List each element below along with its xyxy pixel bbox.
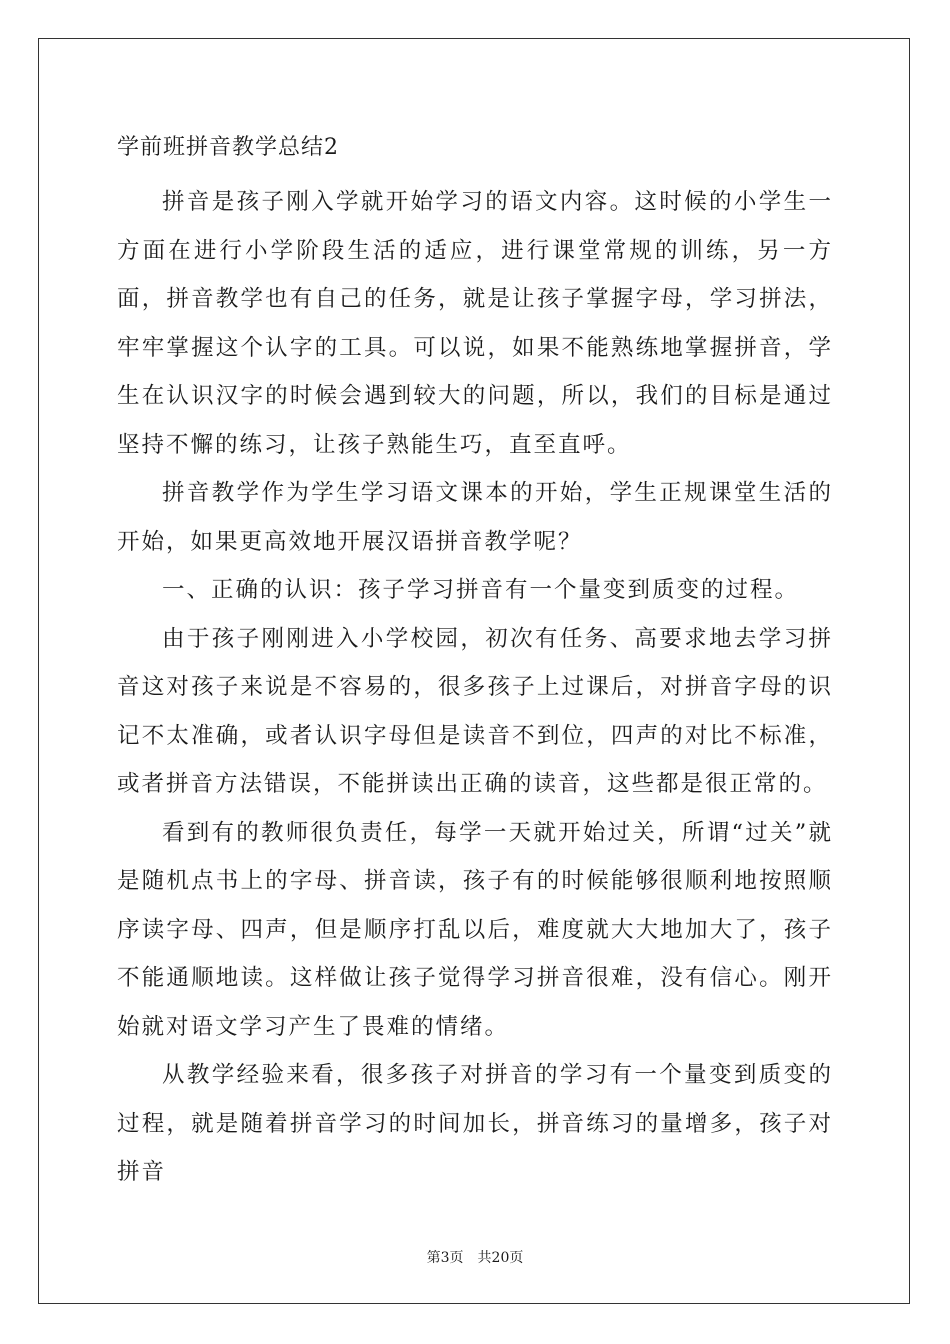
paragraph-5: 看到有的教师很负责任，每学一天就开始过关，所谓“过关”就是随机点书上的字母、拼音读，孩子有的时候能够很顺利地按照顺序读字母、四声，但是顺序打乱以后，难度就大大地加大了，孩子不能通顺地读。这样做让孩子觉得学习拼音很难，没有信心。刚开始就对语文学习产生了畏难的情绪。 bbox=[117, 819, 833, 1040]
page-total: 共20页 bbox=[477, 1250, 524, 1266]
paragraph-4: 由于孩子刚刚进入小学校园，初次有任务、高要求地去学习拼音这对孩子来说是不容易的，很多孩子上过课后，对拼音字母的识记不太准确，或者认识字母但是读音不到位，四声的对比不标准，或者拼音方法错误，不能拼读出正确的读音，这些都是很正常的。 bbox=[117, 625, 833, 797]
paragraph-3: 一、正确的认识：孩子学习拼音有一个量变到质变的过程。 bbox=[162, 577, 800, 603]
paragraph-1: 拼音是孩子刚入学就开始学习的语文内容。这时候的小学生一方面在进行小学阶段生活的适应，进行课堂常规的训练，另一方面，拼音教学也有自己的任务，就是让孩子掌握字母，学习拼法，牢牢掌握这个认字的工具。可以说，如果不能熟练地掌握拼音，学生在认识汉字的时候会遇到较大的问题，所以，我们的目标是通过坚持不懈的练习，让孩子熟能生巧，直至直呼。 bbox=[117, 189, 833, 458]
paragraph-6: 从教学经验来看，很多孩子对拼音的学习有一个量变到质变的过程，就是随着拼音学习的时间加长，拼音练习的量增多，孩子对拼音 bbox=[117, 1062, 833, 1185]
document-body bbox=[117, 128, 833, 1197]
document-title: 学前班拼音教学总结2 bbox=[117, 135, 339, 160]
page-number: 第3页 bbox=[426, 1250, 464, 1266]
page-footer bbox=[0, 1247, 950, 1267]
paragraph-2: 拼音教学作为学生学习语文课本的开始，学生正规课堂生活的开始，如果更高效地开展汉语拼音教学呢？ bbox=[117, 480, 833, 555]
